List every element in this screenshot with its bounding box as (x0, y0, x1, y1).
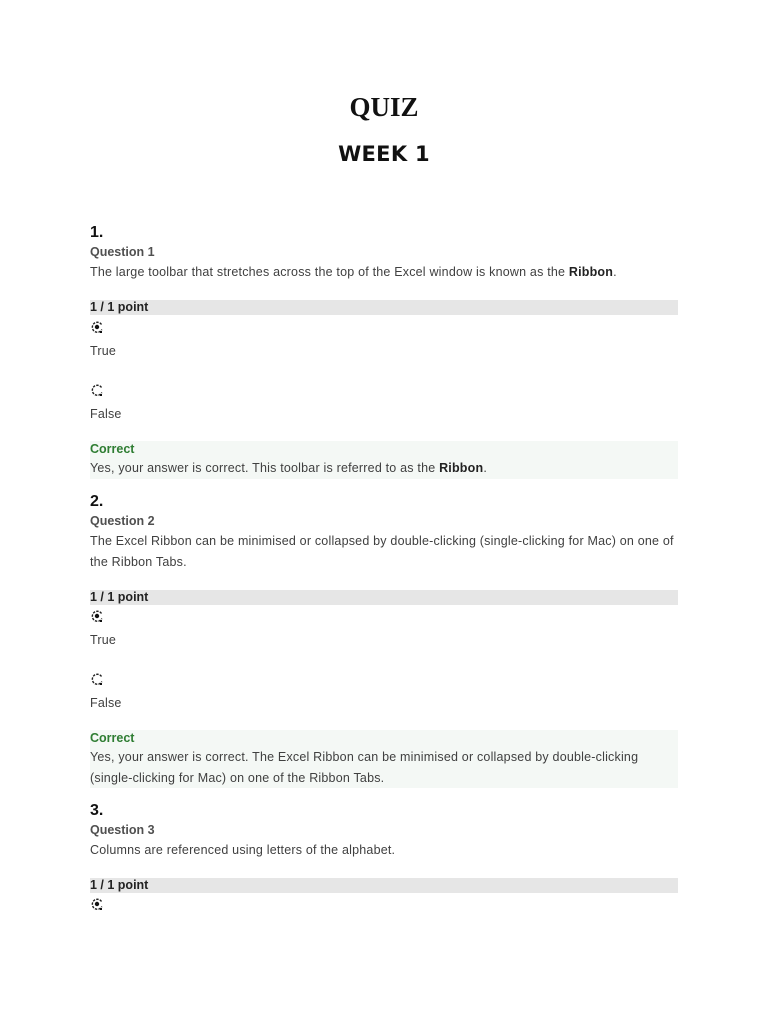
points-bar: 1 / 1 point (90, 300, 678, 315)
feedback-status: Correct (90, 442, 135, 456)
feedback-text-bold: Ribbon (439, 461, 484, 475)
page-title: QUIZ (349, 92, 419, 122)
radio-selected-icon[interactable] (90, 897, 104, 911)
question-label: Question 1 (90, 245, 155, 259)
feedback-box (90, 730, 678, 788)
option-label: True (90, 633, 117, 647)
feedback-text: Yes, your answer is correct. The Excel Ribbon can be minimised or collapsed by double-clicking (single-clicking for Mac) on one of the Ribbon Tabs. (90, 750, 639, 785)
radio-selected-icon[interactable] (90, 320, 104, 334)
question-label: Question 3 (90, 823, 155, 837)
radio-selected-icon[interactable] (90, 609, 104, 623)
question-text: Columns are referenced using letters of the alphabet. (90, 843, 396, 857)
question-number: 2. (90, 493, 104, 510)
question-text: The large toolbar that stretches across the top of the Excel window is known as the Ribbon. (90, 265, 617, 279)
option-label: True (90, 344, 117, 358)
question-number: 1. (90, 224, 104, 241)
page-subtitle: WEEK 1 (338, 142, 430, 166)
points-bar: 1 / 1 point (90, 878, 678, 893)
radio-unselected-icon[interactable] (90, 383, 104, 397)
option-label: False (90, 407, 122, 421)
points-bar: 1 / 1 point (90, 590, 678, 605)
feedback-box (90, 441, 678, 479)
radio-unselected-icon[interactable] (90, 672, 104, 686)
question-text: The Excel Ribbon can be minimised or collapsed by double-clicking (single-clicking for Mac) on one of the Ribbon Tabs. (90, 534, 674, 569)
question-number: 3. (90, 802, 104, 819)
feedback-status: Correct (90, 731, 135, 745)
question-label: Question 2 (90, 514, 155, 528)
question-text-bold: Ribbon (568, 265, 614, 279)
feedback-text: Yes, your answer is correct. This toolbar is referred to as the Ribbon. (90, 461, 487, 475)
option-label: False (90, 696, 122, 710)
